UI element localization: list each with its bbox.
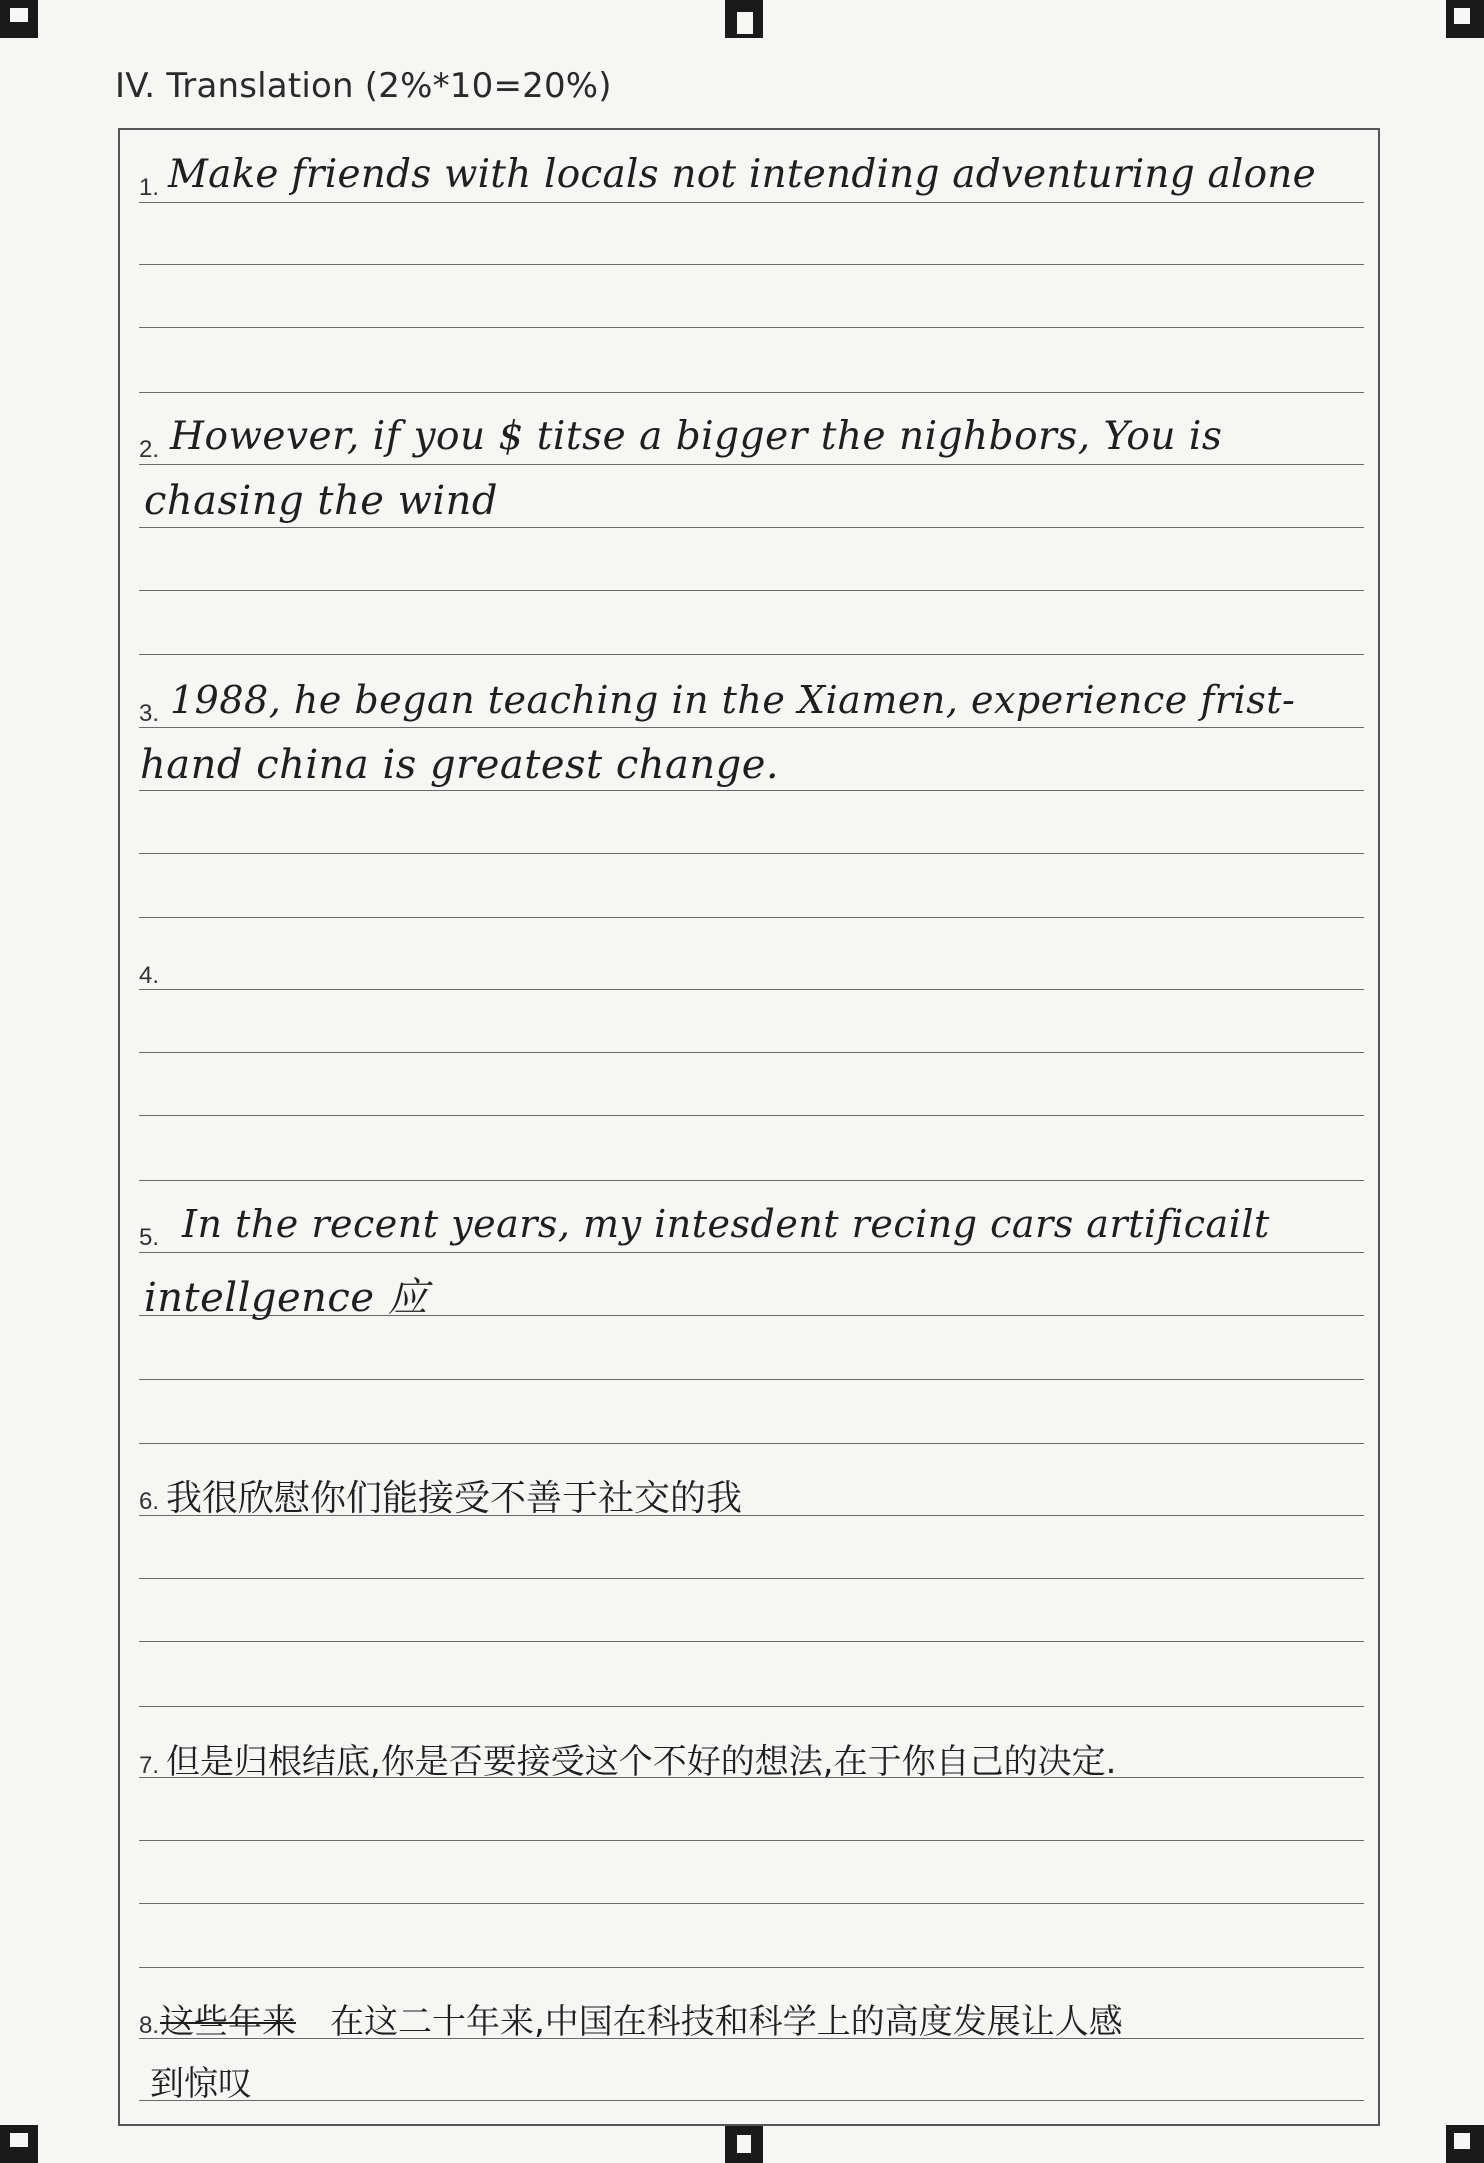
section-title: IV. Translation (2%*10=20%) xyxy=(115,66,612,106)
rule-line xyxy=(139,527,1364,528)
rule-line xyxy=(139,590,1364,591)
rule-line xyxy=(139,654,1364,655)
rule-line xyxy=(139,464,1364,465)
question-number: 4. xyxy=(139,962,160,989)
handwritten-answer-line: 但是归根结底,你是否要接受这个不好的想法,在于你自己的决定. xyxy=(166,1742,1117,1782)
handwritten-answer-line: Make friends with locals not intending adventuring alone xyxy=(168,152,1316,197)
corner-marker-bottom-left xyxy=(0,2125,38,2163)
handwritten-answer-line: In the recent years, my intesdent recing cars artificailt xyxy=(182,1202,1270,1246)
handwritten-answer-line: 到惊叹 xyxy=(150,2064,252,2104)
handwritten-answer-line: hand china is greatest change. xyxy=(140,742,780,788)
struck-out-text: 这些年来 xyxy=(160,2002,296,2042)
handwritten-answer-line: chasing the wind xyxy=(144,478,499,524)
question-number: 2. xyxy=(139,436,160,463)
handwritten-answer-line: 在这二十年来,中国在科技和科学上的高度发展让人感 xyxy=(330,2002,1123,2042)
rule-line xyxy=(139,1967,1364,1968)
rule-line xyxy=(139,392,1364,393)
question-number: 5. xyxy=(139,1224,160,1251)
handwritten-answer-line: However, if you $ titse a bigger the nighbors, You is xyxy=(170,414,1223,459)
question-number: 8. xyxy=(139,2012,160,2039)
rule-line xyxy=(139,2100,1364,2101)
rule-line xyxy=(139,727,1364,728)
corner-marker-bottom-center xyxy=(725,2125,763,2163)
question-number: 6. xyxy=(139,1488,160,1515)
corner-marker-top-right xyxy=(1446,0,1484,38)
question-number: 3. xyxy=(139,700,160,727)
handwritten-answer-line: intellgence 应 xyxy=(144,1275,429,1321)
question-number: 1. xyxy=(139,174,160,201)
rule-line xyxy=(139,1443,1364,1444)
rule-line xyxy=(139,989,1364,990)
rule-line xyxy=(139,1252,1364,1253)
corner-marker-top-left xyxy=(0,0,38,38)
rule-line xyxy=(139,1379,1364,1380)
rule-line xyxy=(139,790,1364,791)
rule-line xyxy=(139,1641,1364,1642)
rule-line xyxy=(139,327,1364,328)
corner-marker-top-center xyxy=(725,0,763,38)
handwritten-answer-line: 1988, he began teaching in the Xiamen, experience frist- xyxy=(170,678,1296,722)
rule-line xyxy=(139,1840,1364,1841)
rule-line xyxy=(139,917,1364,918)
handwritten-answer-line: 我很欣慰你们能接受不善于社交的我 xyxy=(166,1478,743,1519)
question-number: 7. xyxy=(139,1752,160,1779)
rule-line xyxy=(139,853,1364,854)
rule-line xyxy=(139,1052,1364,1053)
rule-line xyxy=(139,1115,1364,1116)
rule-line xyxy=(139,1903,1364,1904)
rule-line xyxy=(139,202,1364,203)
rule-line xyxy=(139,1180,1364,1181)
rule-line xyxy=(139,264,1364,265)
corner-marker-bottom-right xyxy=(1446,2125,1484,2163)
rule-line xyxy=(139,1706,1364,1707)
rule-line xyxy=(139,1578,1364,1579)
